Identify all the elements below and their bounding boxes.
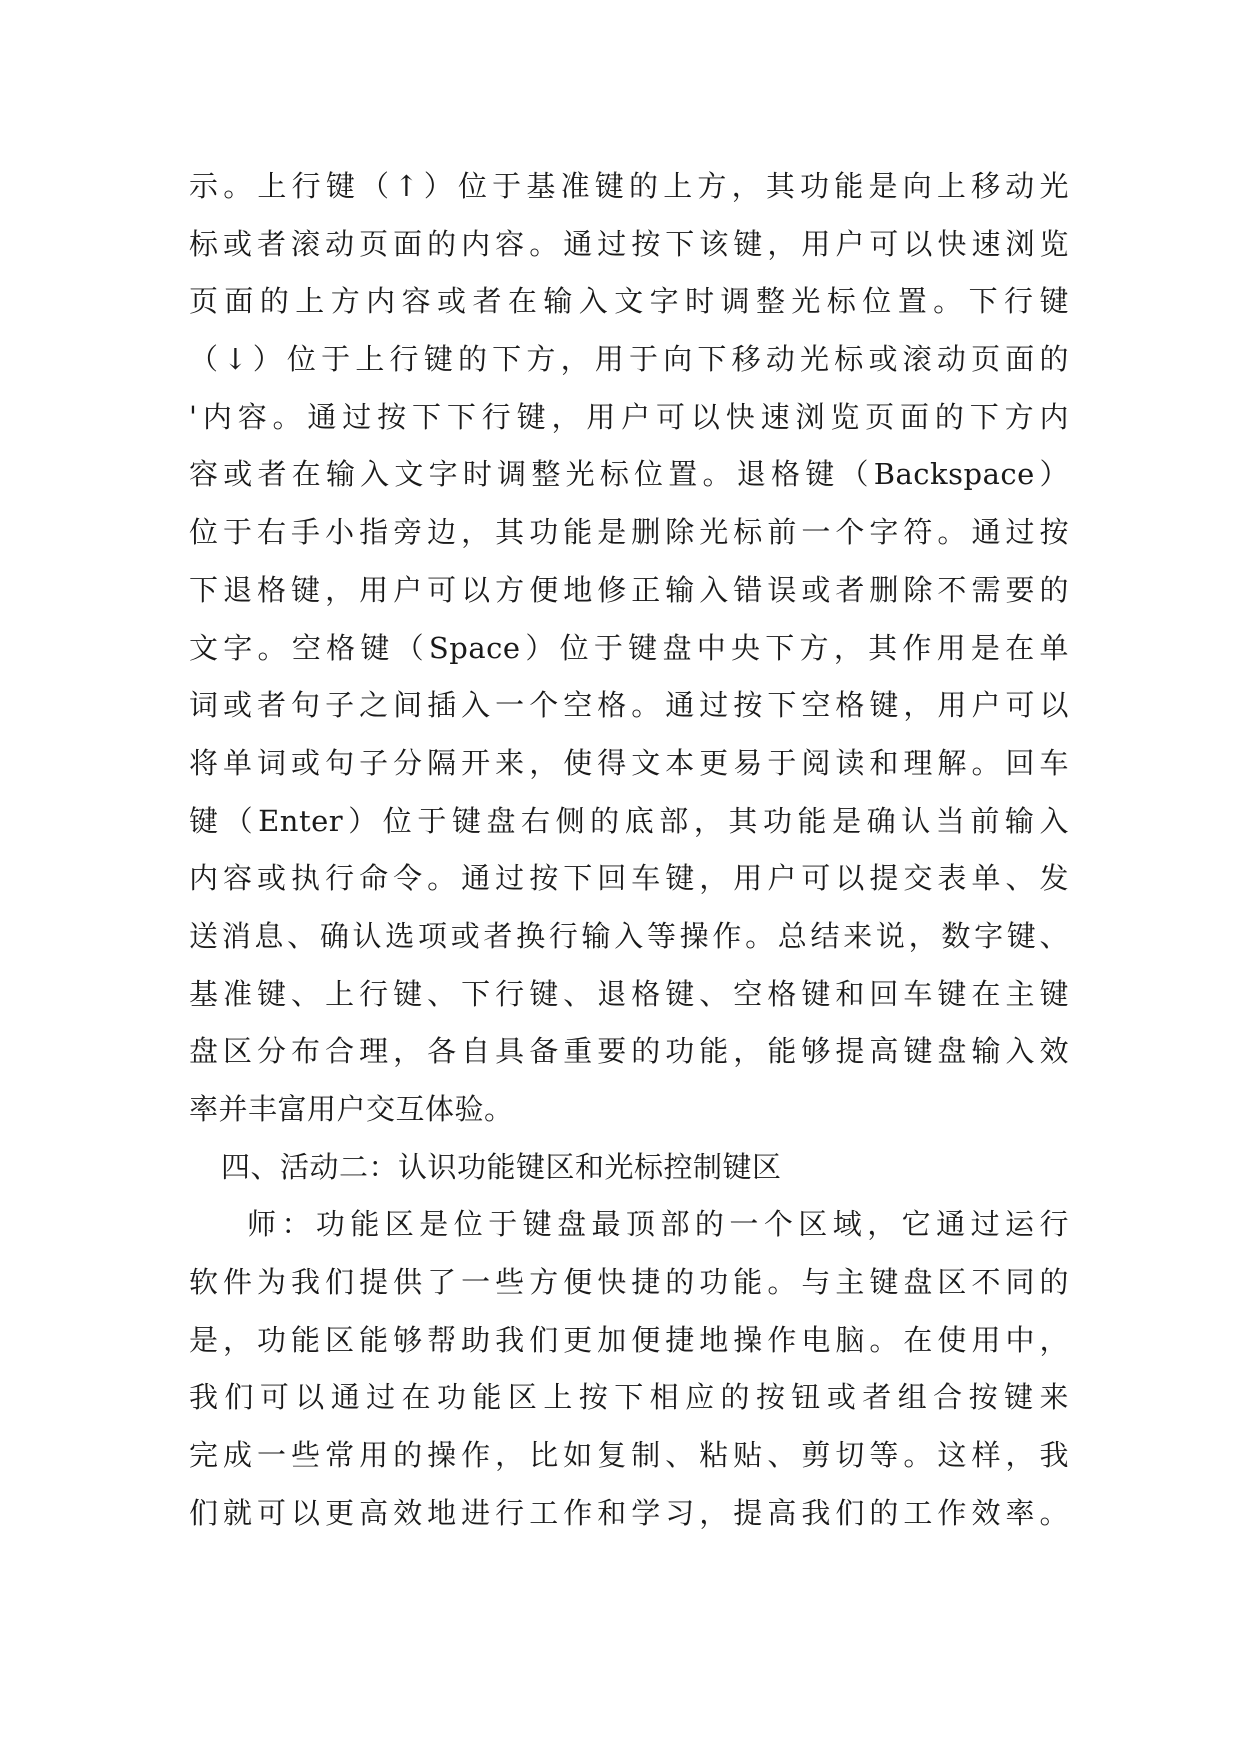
text-line: 标或者滚动页面的内容。通过按下该键，用户可以快速浏览 (189, 226, 1069, 261)
text-line: 率并丰富用户交互体验。 (189, 1092, 514, 1126)
text-line: 页面的上方内容或者在输入文字时调整光标位置。下行键 (189, 284, 1069, 319)
text-line: 示。上行键（↑）位于基准键的上方，其功能是向上移动光 (189, 169, 1069, 203)
text-line: '内容。通过按下下行键，用户可以快速浏览页面的下方内 (189, 399, 1069, 434)
text-line: 送消息、确认选项或者换行输入等操作。总结来说，数字键、 (189, 918, 1069, 953)
text-line: 词或者句子之间插入一个空格。通过按下空格键，用户可以 (189, 688, 1069, 723)
text-line: 是，功能区能够帮助我们更加便捷地操作电脑。在使用中， (189, 1322, 1069, 1357)
text-line: 基准键、上行键、下行键、退格键、空格键和回车键在主键 (189, 976, 1069, 1011)
text-line: 师：功能区是位于键盘最顶部的一个区域，它通过运行 (247, 1207, 1069, 1242)
text-line: 键（Enter）位于键盘右侧的底部，其功能是确认当前输入 (189, 803, 1069, 838)
text-line: 完成一些常用的操作，比如复制、粘贴、剪切等。这样，我 (189, 1438, 1069, 1473)
text-line: 内容或执行命令。通过按下回车键，用户可以提交表单、发 (189, 861, 1069, 896)
text-line: 文字。空格键（Space）位于键盘中央下方，其作用是在单 (189, 630, 1069, 665)
text-line: 盘区分布合理，各自具备重要的功能，能够提高键盘输入效 (189, 1034, 1069, 1069)
text-line: 们就可以更高效地进行工作和学习，提高我们的工作效率。 (189, 1495, 1069, 1530)
text-line: 位于右手小指旁边，其功能是删除光标前一个字符。通过按 (189, 515, 1069, 550)
section-heading: 四、活动二：认识功能键区和光标控制键区 (221, 1149, 782, 1184)
text-line: 将单词或句子分隔开来，使得文本更易于阅读和理解。回车 (189, 745, 1069, 780)
text-line: （↓）位于上行键的下方，用于向下移动光标或滚动页面的 (189, 342, 1069, 377)
text-line: 容或者在输入文字时调整光标位置。退格键（Backspace） (189, 457, 1069, 492)
text-line: 软件为我们提供了一些方便快捷的功能。与主键盘区不同的 (189, 1265, 1069, 1300)
text-line: 下退格键，用户可以方便地修正输入错误或者删除不需要的 (189, 572, 1069, 607)
text-line: 我们可以通过在功能区上按下相应的按钮或者组合按键来 (189, 1380, 1069, 1415)
body-text (189, 158, 1069, 1543)
